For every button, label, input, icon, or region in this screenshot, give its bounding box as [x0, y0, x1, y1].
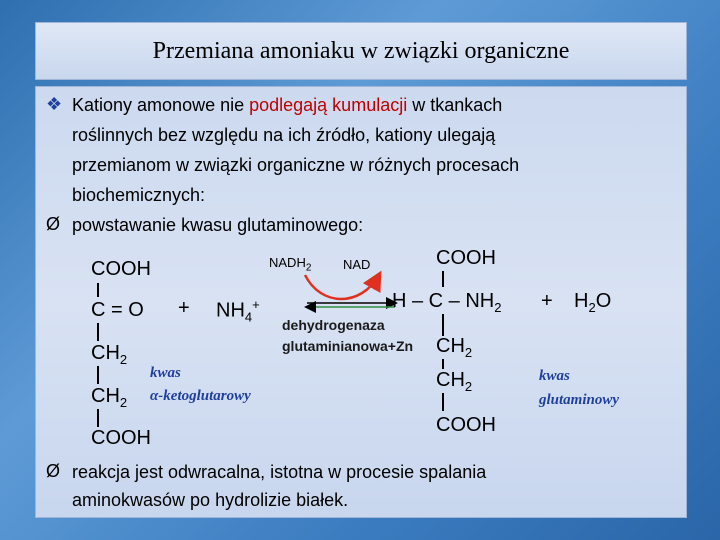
diamond-bullet-icon: ❖: [46, 94, 63, 114]
bond-line: [442, 359, 444, 369]
enzyme-name-line2: glutaminianowa+Zn: [282, 338, 414, 354]
arrow-bullet-icon: Ø: [46, 461, 61, 481]
right-ch2-a: $CH_2$: [436, 335, 473, 360]
bullet1-highlight: podlegają kumulacji: [249, 95, 408, 115]
right-cooh-bottom: COOH: [436, 414, 496, 436]
cofactor-nad: NAD: [343, 257, 371, 272]
content-panel: [35, 86, 687, 518]
bullet1-text-a: Kationy amonowe nie: [72, 95, 250, 115]
water-molecule: $H_2O$: [574, 290, 612, 315]
left-carbonyl: C = O: [91, 299, 144, 321]
plus-sign-left: +: [178, 297, 190, 319]
right-alpha-carbon: H – C – $NH_2$: [392, 290, 502, 315]
left-cooh-top: COOH: [91, 258, 151, 280]
cofactor-nadh2: $NADH_2$: [269, 255, 312, 274]
bullet1-line4: biochemicznych:: [72, 185, 206, 205]
left-name-line2: α-ketoglutarowy: [150, 388, 251, 404]
slide-title: Przemiana amoniaku w związki organiczne: [152, 37, 570, 64]
right-name-line2: glutaminowy: [539, 392, 620, 408]
bond-line: [442, 393, 444, 411]
bullet1-line3: przemianom w związki organiczne w różnych procesach: [72, 155, 520, 175]
bullet2-text: powstawanie kwasu glutaminowego:: [72, 215, 364, 235]
plus-sign-right: +: [541, 290, 553, 312]
bond-line: [442, 271, 444, 287]
right-name-line1: kwas: [539, 368, 570, 384]
bond-line: [442, 314, 444, 336]
arrow-bullet-icon: Ø: [46, 214, 61, 234]
left-cooh-bottom: COOH: [91, 427, 151, 449]
left-ch2-b: $CH_2$: [91, 385, 128, 410]
bond-line: [97, 409, 99, 427]
ammonium-cation: $NH_4^+$: [216, 297, 260, 325]
bullet1-text-b: w tkankach: [407, 95, 503, 115]
bond-line: [97, 283, 99, 297]
left-ch2-a: $CH_2$: [91, 342, 128, 367]
bullet3-line1: reakcja jest odwracalna, istotna w procesie spalania: [72, 462, 487, 482]
enzyme-name-line1: dehydrogenaza: [282, 317, 385, 333]
left-name-line1: kwas: [150, 365, 181, 381]
right-ch2-b: $CH_2$: [436, 369, 473, 394]
bullet3-line2: aminokwasów po hydrolizie białek.: [72, 490, 349, 510]
bullet1-line2: roślinnych bez względu na ich źródło, kationy ulegają: [72, 125, 496, 145]
title-bar: [35, 22, 687, 80]
bullet1-line1: [72, 95, 502, 116]
bond-line: [97, 366, 99, 384]
bond-line: [97, 323, 99, 341]
right-cooh-top: COOH: [436, 247, 496, 269]
